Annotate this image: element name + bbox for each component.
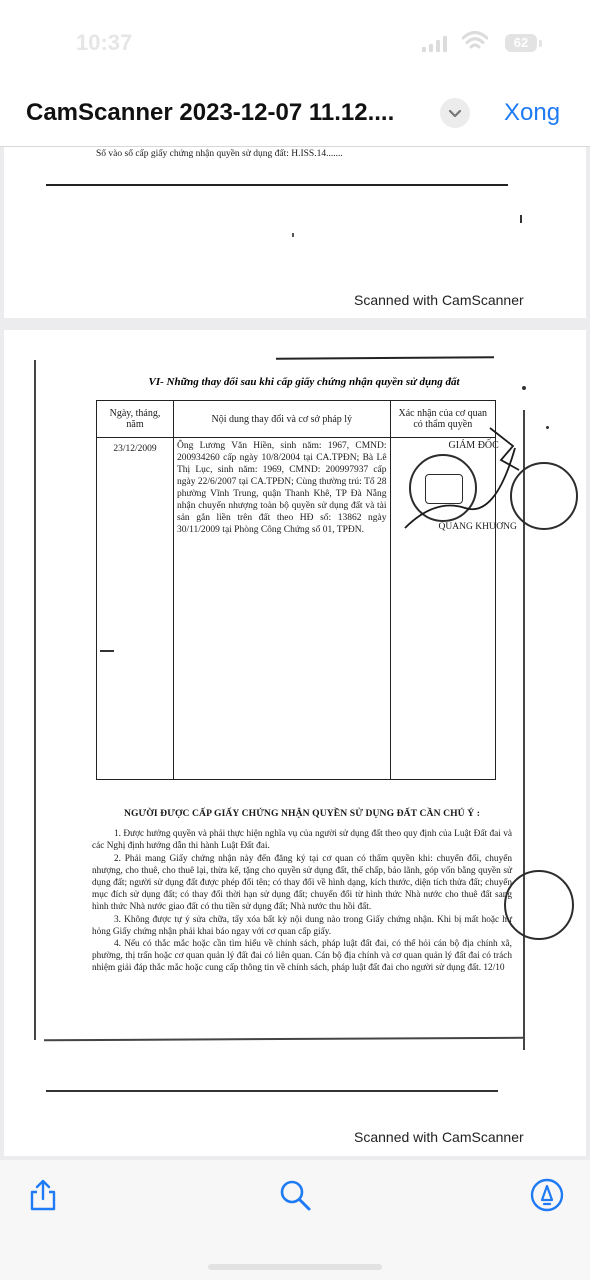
registry-line: Số vào sổ cấp giấy chứng nhận quyền sử dụng đất: H.ISS.14....... <box>96 149 343 159</box>
page-bottom-rule <box>46 1090 498 1092</box>
document-title[interactable]: CamScanner 2023-12-07 11.12.... <box>26 99 395 126</box>
table-header: Xác nhận của cơ quan có thẩm quyền <box>390 401 495 438</box>
status-bar <box>0 0 590 80</box>
scan-edge-line <box>44 1037 524 1041</box>
notice-item: 2. Phải mang Giấy chứng nhận này đến đăng ký tại cơ quan có thẩm quyền khi: chuyển đổi, chuyển nhượng, cho thuê, cho thuê lại, thừa kế, tặng cho quyền sử dụng đất, thế chấp, bảo lãnh, góp vốn bằng quyền sử dụng đất; người sử dụng đất được phép đổi tên; có thay đổi về hình dạng, kích thước, diện tích thửa đất; chuyển mục đích sử dụng đất; có thay đổi thời hạn sử dụng đất; chuyển đổi từ hình thức Nhà nước cho thuê đất sang hình thức Nhà nước giao đất có thu tiền sử dụng đất; Nhà nước thu hồi đất. <box>92 853 512 913</box>
title-menu-button[interactable] <box>440 98 470 128</box>
share-icon[interactable] <box>26 1178 60 1212</box>
signer-title: GIÁM ĐỐC <box>448 440 499 451</box>
camscanner-watermark: Scanned with CamScanner <box>354 1129 524 1145</box>
official-seal-icon <box>510 462 578 530</box>
notice-item: 3. Không được tự ý sửa chữa, tẩy xóa bất kỳ nội dung nào trong Giấy chứng nhận. Khi bị mất hoặc hư hỏng Giấy chứng nhận phải khai báo ngay với cơ quan cấp giấy. <box>92 914 512 937</box>
scan-mark <box>292 233 294 237</box>
official-seal-icon <box>504 870 574 940</box>
table-header: Nội dung thay đổi và cơ sở pháp lý <box>174 401 391 438</box>
scanned-page-2 <box>4 330 586 1156</box>
notice-item: 4. Nếu có thắc mắc hoặc cần tìm hiểu về chính sách, pháp luật đất đai, có thể hỏi cán bộ địa chính xã, phường, thị trấn hoặc cơ quan quản lý đất đai có liên quan. Cán bộ địa chính và cơ quan quản lý đất đai có trách nhiệm giải đáp thắc mắc hoặc cung cấp thông tin về chính sách, pháp luật đất đai cho người sử dụng đất. 12/10 <box>92 939 512 974</box>
entry-date: 23/12/2009 <box>97 438 174 780</box>
table-header: Ngày, tháng, năm <box>97 401 174 438</box>
signer-name: QUANG KHƯƠNG <box>438 522 517 532</box>
done-button[interactable]: Xong <box>504 99 561 126</box>
entry-content-text: Ông Lương Văn Hiền, sinh năm: 1967, CMND: 200934260 cấp ngày 10/8/2004 tại CA.TPĐN; Bà Lê Thị Lục, sinh năm: 1969, CMND: 200997937 cấp ngày 22/6/2007 tại CA.TPĐN; Cùng thường trú: Tổ 28 phường Vĩnh Trung, quận Thanh Khê, TP Đà Nẵng nhận chuyển nhượng toàn bộ quyền sử dụng đất và tài sản gắn liền trên đất theo HĐ số: 13862 ngày 30/11/2009 tại Phòng Công Chứng số 01, TPĐN. <box>177 441 387 535</box>
signature-icon <box>395 418 535 538</box>
cellular-signal-icon <box>422 36 448 52</box>
notice-title: NGƯỜI ĐƯỢC CẤP GIẤY CHỨNG NHẬN QUYỀN SỬ DỤNG ĐẤT CẦN CHÚ Ý : <box>123 808 481 819</box>
entry-confirmation <box>390 438 517 780</box>
scan-speck <box>522 386 526 390</box>
battery-icon: 62 <box>505 34 537 52</box>
search-icon[interactable] <box>278 1178 312 1212</box>
document-viewer[interactable] <box>0 147 590 1160</box>
page-rule <box>46 184 508 186</box>
changes-table <box>96 400 517 780</box>
scan-speck <box>546 426 549 429</box>
wifi-icon <box>462 30 488 52</box>
notice-section <box>92 808 512 975</box>
scan-edge-line <box>276 356 494 359</box>
navigation-bar <box>0 80 590 147</box>
scan-mark <box>520 215 522 223</box>
table-row <box>97 438 496 780</box>
section-title: VI- Những thay đổi sau khi cấp giấy chứng nhận quyền sử dụng đất <box>148 376 460 388</box>
status-time: 10:37 <box>76 30 133 55</box>
chevron-down-icon <box>440 98 470 128</box>
home-indicator[interactable] <box>208 1264 382 1270</box>
camscanner-watermark: Scanned with CamScanner <box>354 292 524 308</box>
scan-edge-line <box>34 360 36 1040</box>
entry-content <box>174 438 391 780</box>
bottom-toolbar <box>0 1160 590 1280</box>
battery-tip <box>539 40 542 47</box>
markup-icon[interactable] <box>530 1178 564 1212</box>
scanned-page-1 <box>4 147 586 318</box>
notice-item: 1. Được hưởng quyền và phải thực hiện nghĩa vụ của người sử dụng đất theo quy định của Luật Đất đai và các Nghị định hướng dẫn thi hành Luật Đất đai. <box>92 829 512 852</box>
